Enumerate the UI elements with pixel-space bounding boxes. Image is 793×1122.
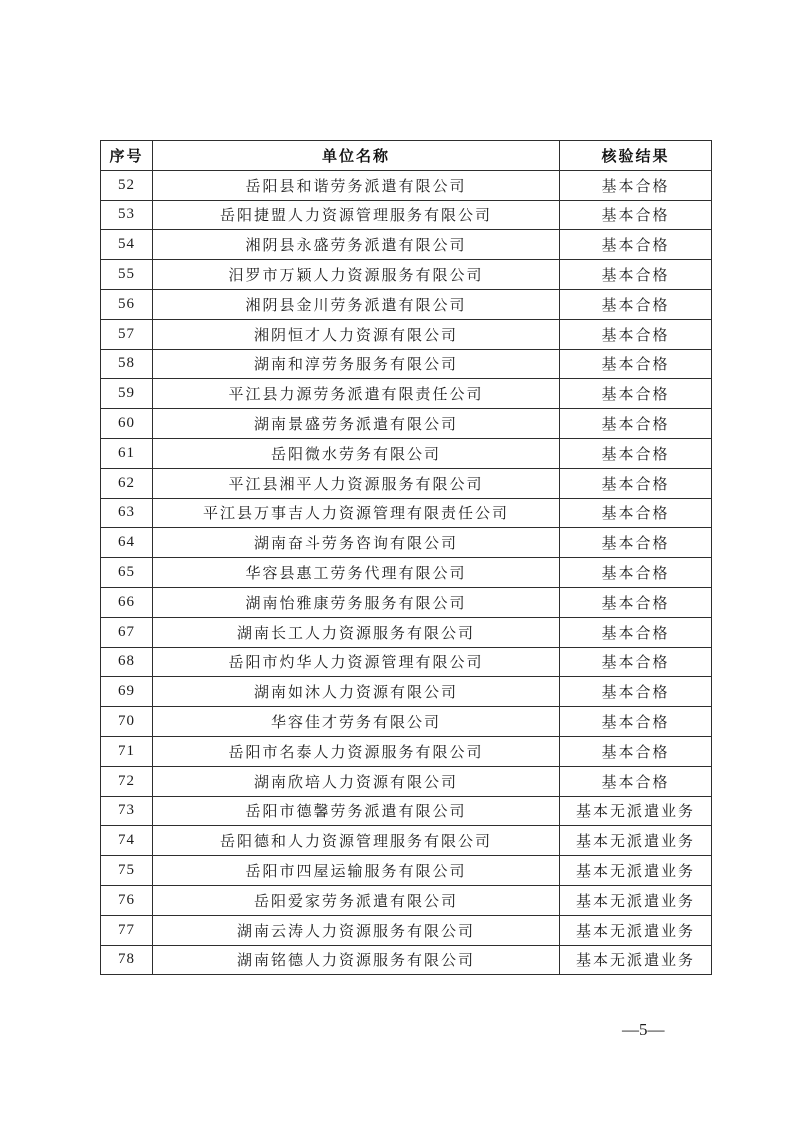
row-verification-result: 基本无派遣业务 — [560, 915, 712, 945]
table-row — [101, 736, 712, 766]
row-verification-result: 基本合格 — [560, 766, 712, 796]
table-row — [101, 617, 712, 647]
verification-results-table — [100, 140, 712, 975]
row-serial-number: 54 — [101, 230, 153, 260]
row-verification-result: 基本无派遣业务 — [560, 826, 712, 856]
row-verification-result: 基本合格 — [560, 200, 712, 230]
header-cell-unit-name: 单位名称 — [153, 141, 560, 171]
table-header — [101, 141, 712, 171]
page-number: —5— — [622, 1020, 665, 1039]
row-serial-number: 74 — [101, 826, 153, 856]
row-serial-number: 56 — [101, 289, 153, 319]
row-company-name: 湖南景盛劳务派遣有限公司 — [153, 409, 560, 439]
row-company-name: 岳阳捷盟人力资源管理服务有限公司 — [153, 200, 560, 230]
row-verification-result: 基本无派遣业务 — [560, 796, 712, 826]
row-serial-number: 67 — [101, 617, 153, 647]
row-company-name: 华容佳才劳务有限公司 — [153, 707, 560, 737]
table-row — [101, 587, 712, 617]
row-company-name: 湖南和淳劳务服务有限公司 — [153, 349, 560, 379]
table-row — [101, 915, 712, 945]
row-company-name: 岳阳德和人力资源管理服务有限公司 — [153, 826, 560, 856]
table-row — [101, 647, 712, 677]
row-company-name: 平江县湘平人力资源服务有限公司 — [153, 468, 560, 498]
row-verification-result: 基本无派遣业务 — [560, 945, 712, 975]
row-verification-result: 基本合格 — [560, 349, 712, 379]
table-row — [101, 379, 712, 409]
row-serial-number: 55 — [101, 260, 153, 290]
row-serial-number: 53 — [101, 200, 153, 230]
row-serial-number: 75 — [101, 856, 153, 886]
row-company-name: 湘阴县金川劳务派遣有限公司 — [153, 289, 560, 319]
row-verification-result: 基本合格 — [560, 409, 712, 439]
row-company-name: 华容县惠工劳务代理有限公司 — [153, 558, 560, 588]
row-company-name: 湘阴恒才人力资源有限公司 — [153, 319, 560, 349]
row-serial-number: 65 — [101, 558, 153, 588]
row-company-name: 湘阴县永盛劳务派遣有限公司 — [153, 230, 560, 260]
row-company-name: 岳阳爱家劳务派遣有限公司 — [153, 885, 560, 915]
row-company-name: 岳阳市德馨劳务派遣有限公司 — [153, 796, 560, 826]
row-company-name: 湖南奋斗劳务咨询有限公司 — [153, 528, 560, 558]
table-row — [101, 230, 712, 260]
row-company-name: 岳阳市四屋运输服务有限公司 — [153, 856, 560, 886]
table-row — [101, 438, 712, 468]
row-company-name: 岳阳微水劳务有限公司 — [153, 438, 560, 468]
row-verification-result: 基本合格 — [560, 498, 712, 528]
table-body — [101, 170, 712, 975]
row-company-name: 平江县力源劳务派遣有限责任公司 — [153, 379, 560, 409]
row-verification-result: 基本合格 — [560, 736, 712, 766]
row-serial-number: 59 — [101, 379, 153, 409]
row-verification-result: 基本合格 — [560, 558, 712, 588]
row-serial-number: 70 — [101, 707, 153, 737]
table-row — [101, 796, 712, 826]
row-company-name: 湖南怡雅康劳务服务有限公司 — [153, 587, 560, 617]
table-header-row — [101, 141, 712, 171]
table-row — [101, 766, 712, 796]
table-row — [101, 558, 712, 588]
row-verification-result: 基本合格 — [560, 230, 712, 260]
row-serial-number: 61 — [101, 438, 153, 468]
row-verification-result: 基本合格 — [560, 319, 712, 349]
row-verification-result: 基本合格 — [560, 617, 712, 647]
row-verification-result: 基本合格 — [560, 707, 712, 737]
table-row — [101, 885, 712, 915]
table-row — [101, 945, 712, 975]
row-serial-number: 76 — [101, 885, 153, 915]
row-verification-result: 基本合格 — [560, 438, 712, 468]
row-verification-result: 基本合格 — [560, 647, 712, 677]
table-row — [101, 826, 712, 856]
table-row — [101, 856, 712, 886]
row-verification-result: 基本合格 — [560, 528, 712, 558]
header-cell-serial-number: 序号 — [101, 141, 153, 171]
row-verification-result: 基本合格 — [560, 260, 712, 290]
table-row — [101, 468, 712, 498]
row-verification-result: 基本合格 — [560, 468, 712, 498]
row-verification-result: 基本合格 — [560, 677, 712, 707]
table-row — [101, 349, 712, 379]
row-verification-result: 基本无派遣业务 — [560, 856, 712, 886]
table-row — [101, 528, 712, 558]
row-serial-number: 62 — [101, 468, 153, 498]
row-serial-number: 72 — [101, 766, 153, 796]
row-serial-number: 63 — [101, 498, 153, 528]
row-serial-number: 60 — [101, 409, 153, 439]
row-company-name: 岳阳县和谐劳务派遣有限公司 — [153, 170, 560, 200]
row-serial-number: 57 — [101, 319, 153, 349]
table-row — [101, 677, 712, 707]
table-row — [101, 289, 712, 319]
row-verification-result: 基本合格 — [560, 379, 712, 409]
row-company-name: 湖南云涛人力资源服务有限公司 — [153, 915, 560, 945]
header-cell-verification-result: 核验结果 — [560, 141, 712, 171]
row-serial-number: 73 — [101, 796, 153, 826]
row-serial-number: 64 — [101, 528, 153, 558]
row-serial-number: 58 — [101, 349, 153, 379]
row-serial-number: 66 — [101, 587, 153, 617]
row-company-name: 岳阳市名泰人力资源服务有限公司 — [153, 736, 560, 766]
row-verification-result: 基本合格 — [560, 289, 712, 319]
row-verification-result: 基本无派遣业务 — [560, 885, 712, 915]
row-company-name: 湖南铭德人力资源服务有限公司 — [153, 945, 560, 975]
row-verification-result: 基本合格 — [560, 587, 712, 617]
row-company-name: 岳阳市灼华人力资源管理有限公司 — [153, 647, 560, 677]
row-serial-number: 78 — [101, 945, 153, 975]
row-serial-number: 77 — [101, 915, 153, 945]
table-row — [101, 170, 712, 200]
table-row — [101, 707, 712, 737]
row-company-name: 湖南欣培人力资源有限公司 — [153, 766, 560, 796]
table-row — [101, 319, 712, 349]
row-serial-number: 69 — [101, 677, 153, 707]
row-verification-result: 基本合格 — [560, 170, 712, 200]
table-row — [101, 409, 712, 439]
table-row — [101, 200, 712, 230]
row-company-name: 平江县万事吉人力资源管理有限责任公司 — [153, 498, 560, 528]
table-row — [101, 498, 712, 528]
row-company-name: 汨罗市万颖人力资源服务有限公司 — [153, 260, 560, 290]
row-company-name: 湖南长工人力资源服务有限公司 — [153, 617, 560, 647]
table-row — [101, 260, 712, 290]
row-serial-number: 52 — [101, 170, 153, 200]
row-serial-number: 68 — [101, 647, 153, 677]
row-serial-number: 71 — [101, 736, 153, 766]
row-company-name: 湖南如沐人力资源有限公司 — [153, 677, 560, 707]
